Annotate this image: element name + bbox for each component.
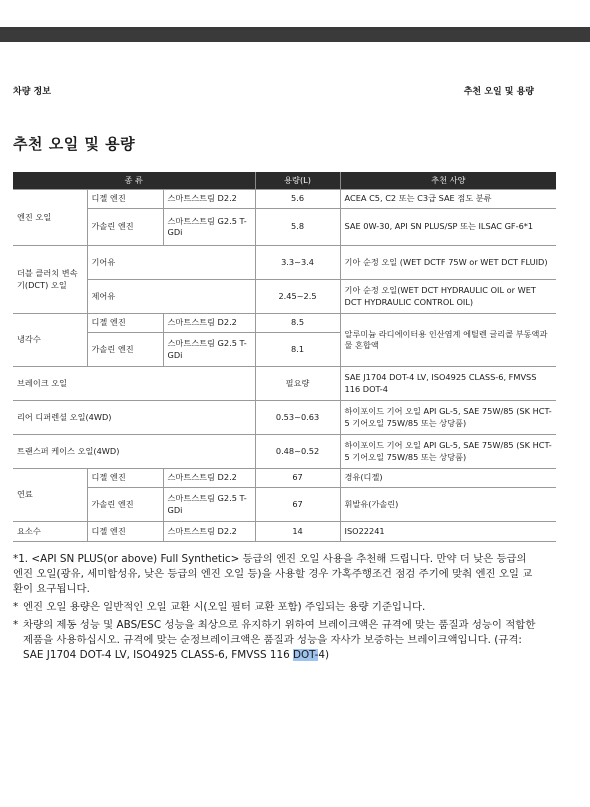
group-dct-oil: 더블 클러치 변속기(DCT) 오일 [13,246,87,314]
table-row [13,280,556,314]
table-row [13,367,556,401]
top-blank-area [0,0,590,27]
cell-capacity: 0.53~0.63 [255,401,340,435]
cell-spec: 하이포이드 기어 오일 API GL-5, SAE 75W/85 (SK HCT-5 기어오일 75W/85 또는 상당품) [340,435,556,469]
running-header-right: 추천 오일 및 용량 [463,87,534,97]
cell-spec: ISO22241 [340,522,556,542]
cell-capacity: 8.5 [255,314,340,333]
cell-type: 가솔린 엔진 [87,333,163,367]
footnote-3-text: 차량의 제동 성능 및 ABS/ESC 성능을 최상으로 유지하기 위하여 브레이크액은 규격에 맞는 품질과 성능이 적합한 제품을 사용하십시오. 규격에 맞는 순정브레이크액은 품질과 성능을 자사가 보증하는 브레이크액입니다. (규격: SAE J1704 DOT-4 LV, ISO4925 CLASS-6, FMVSS 116 [23,619,536,662]
footnote-3 [13,618,538,663]
group-fuel: 연료 [13,469,87,522]
cell-capacity: 67 [255,488,340,522]
table-row [13,314,556,333]
footnote-2-mark: * [13,601,19,614]
cell-spec: 기아 순정 오일 (WET DCTF 75W or WET DCT FLUID) [340,246,556,280]
group-urea: 요소수 [13,522,87,542]
cell-capacity: 2.45~2.5 [255,280,340,314]
cell-engine: 스마트스트림 G2.5 T-GDi [163,488,255,522]
page-title: 추천 오일 및 용량 [13,135,136,153]
table-row [13,246,556,280]
cell-engine: 스마트스트림 D2.2 [163,190,255,209]
cell-type: 디젤 엔진 [87,522,163,542]
oil-capacity-table [13,172,556,542]
cell-capacity: 3.3~3.4 [255,246,340,280]
cell-type: 기어유 [87,246,255,280]
cell-engine: 스마트스트림 D2.2 [163,469,255,488]
cell-capacity: 8.1 [255,333,340,367]
cell-spec: 경유(디젤) [340,469,556,488]
cell-capacity: 67 [255,469,340,488]
cell-name: 브레이크 오일 [13,367,255,401]
cell-type: 디젤 엔진 [87,314,163,333]
footnote-2 [13,600,538,615]
cell-spec: 휘발유(가솔린) [340,488,556,522]
cell-spec: SAE J1704 DOT-4 LV, ISO4925 CLASS-6, FMVSS 116 DOT-4 [340,367,556,401]
cell-type: 디젤 엔진 [87,190,163,209]
footnote-1 [13,552,538,597]
cell-type: 가솔린 엔진 [87,209,163,246]
cell-spec: 알루미늄 라디에이터용 인산염계 에틸렌 글리콜 부동액과 물 혼합액 [340,314,556,367]
cell-capacity: 5.8 [255,209,340,246]
cell-spec: 하이포이드 기어 오일 API GL-5, SAE 75W/85 (SK HCT-5 기어오일 75W/85 또는 상당품) [340,401,556,435]
table-row [13,401,556,435]
cell-spec: 기아 순정 오일(WET DCT HYDRAULIC OIL or WET DCT HYDRAULIC CONTROL OIL) [340,280,556,314]
footnote-3-mark: * [13,619,19,632]
cell-engine: 스마트스트림 D2.2 [163,522,255,542]
selected-text-highlight[interactable]: DOT- [293,649,319,662]
table-row [13,469,556,488]
cell-type: 제어유 [87,280,255,314]
cell-type: 가솔린 엔진 [87,488,163,522]
cell-capacity: 14 [255,522,340,542]
header-spec: 추천 사양 [340,172,556,190]
footnote-1-text: *1. <API SN PLUS(or above) Full Synthetic> 등급의 엔진 오일 사용을 추천해 드립니다. 만약 더 낮은 등급의 엔진 오일(광유, 세미합성유, 낮은 등급의 엔진 오일 등)을 사용할 경우 가혹주행조건 점검 주기에 맞춰 엔진 오일 교환이 요구됩니다. [13,553,533,596]
table-row [13,435,556,469]
cell-type: 디젤 엔진 [87,469,163,488]
top-dark-stripe [0,27,590,42]
table-row [13,190,556,209]
header-type: 종 류 [13,172,255,190]
running-header-left: 차량 정보 [13,87,51,97]
cell-capacity: 5.6 [255,190,340,209]
cell-name: 리어 디퍼렌셜 오일(4WD) [13,401,255,435]
footnote-3-tail: 4) [318,649,329,662]
cell-engine: 스마트스트림 D2.2 [163,314,255,333]
header-capacity: 용량(L) [255,172,340,190]
group-coolant: 냉각수 [13,314,87,367]
footnote-2-text: 엔진 오일 용량은 일반적인 오일 교환 시(오일 필터 교환 포함) 주입되는 용량 기준입니다. [23,601,426,614]
cell-engine: 스마트스트림 G2.5 T-GDi [163,333,255,367]
footnotes [13,552,538,667]
table-header-row [13,172,556,190]
cell-spec: SAE 0W-30, API SN PLUS/SP 또는 ILSAC GF-6*1 [340,209,556,246]
cell-capacity: 필요량 [255,367,340,401]
cell-capacity: 0.48~0.52 [255,435,340,469]
cell-spec: ACEA C5, C2 또는 C3급 SAE 점도 분류 [340,190,556,209]
cell-engine: 스마트스트림 G2.5 T-GDi [163,209,255,246]
cell-name: 트랜스퍼 케이스 오일(4WD) [13,435,255,469]
table-row [13,209,556,246]
table-row [13,522,556,542]
group-engine-oil: 엔진 오일 [13,190,87,246]
table-row [13,488,556,522]
